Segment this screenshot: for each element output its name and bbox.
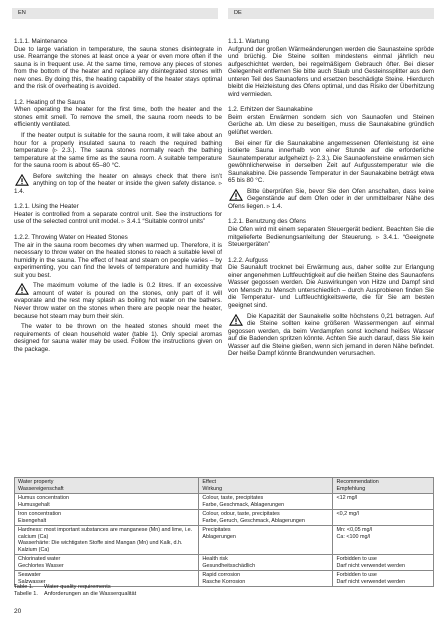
warning-aufguss	[228, 313, 434, 358]
table-header-row	[15, 478, 434, 494]
warning-triangle-icon	[228, 189, 244, 201]
page-number: 20	[14, 608, 22, 615]
section-title-maintenance: 1.1.1. Maintenance	[14, 38, 68, 45]
paragraph-throwing-water-2: The water to be thrown on the heated stones should meet the requirements of clean household water (table 1). Only special aromas designed for sauna water may be used. Follow the instructions given on the package.	[14, 323, 222, 353]
table-cell: <0,2 mg/l	[333, 510, 434, 526]
table-cell: Colour, taste, precipitates Farbe, Geschmack, Ablagerungen	[199, 494, 333, 510]
warning-throwing-water-text: The maximum volume of the ladle is 0.2 litres. If an excessive amount of water is poured on the stones, only part of it will evaporate and the rest may splash as boiling hot water on the bathers. Never throw water on the stones when there are people near the heater, because hot steam may burn their skin.	[14, 282, 222, 320]
table-cell: Seawater Salzwasser	[15, 571, 199, 587]
table-row	[15, 526, 434, 555]
table-cell: Rapid corrosion Rasche Korrosion	[199, 571, 333, 587]
paragraph-benutzung: Die Ofen wird mit einem separaten Steuergerät bedient. Beachten Sie die mitgelieferte Bedienungsanleitung der Steuerung. ▹ 3.4.1. “Geeignete Steuergeräten”	[228, 226, 434, 249]
water-quality-table	[14, 477, 434, 587]
table-cell: Hardness: most important substances are manganese (Mn) and lime, i.e. calcium (Ca) Wasserhärte: Die wichtigsten Stoffe sind Mangan (Mn) und Kalk, d.h. Kalzium (Ca)	[15, 526, 199, 555]
paragraph-using-heater: Heater is controlled from a separate control unit. See the instructions for use of the selected control unit model. ▹ 3.4.1 “Suitable control units”	[14, 210, 222, 226]
german-column	[228, 38, 434, 361]
warning-triangle-icon	[14, 283, 30, 295]
table-row	[15, 494, 434, 510]
warning-throwing-water	[14, 282, 222, 320]
language-label-de: DE	[228, 8, 434, 19]
warning-heating-text: Before switching the heater on always check that there isn’t anything on top of the heater or inside the given safety distance. ▹ 1.4.	[14, 172, 222, 195]
paragraph-throwing-water-1: The air in the sauna room becomes dry when warmed up. Therefore, it is necessary to throw water on the heated stones to reach a suitable level of humidity in the sauna. The effect of heat and steam on people varies – by experimenting, you can find the levels of temperature and humidity that suit you best.	[14, 241, 222, 279]
paragraph-maintenance: Due to large variation in temperature, the sauna stones disintegrate in use. Rearrange the stones at least once a year or even more often if the sauna is in frequent use. At the same time, remove any pieces of stones from the bottom of the heater and replace any disintegrated stones with new ones. By doing this, the heating capability of the heater stays optimal and the risk of overheating is avoided.	[14, 45, 222, 91]
warning-erhitzen-text: Bitte überprüfen Sie, bevor Sie den Ofen anschalten, dass keine Gegenstände auf dem Ofen oder in der unmittelbarer Nähe des Ofens liegen. ▹ 1.4.	[228, 187, 434, 210]
table-cell: Iron concentration Eisengehalt	[15, 510, 199, 526]
section-title-heating: 1.2. Heating of the Sauna	[14, 98, 86, 106]
section-title-erhitzen: 1.2. Erhitzen der Saunakabine	[228, 106, 313, 114]
table-cell: Forbidden to use Darf nicht verwendet werden	[333, 555, 434, 571]
paragraph-heating-2: If the heater output is suitable for the sauna room, it will take about an hour for a properly insulated sauna to reach the required bathing temperature (▹ 2.3.). The sauna stones normally reach the bathing temperature at the same time as the sauna room. A suitable temperature for the sauna room is about 65–80 °C.	[14, 132, 222, 170]
paragraph-erhitzen-2: Bei einer für die Saunakabine angemessenen Ofenleistung ist eine isolierte Sauna innerhalb von einer Stunde auf die erforderliche Saunatemperatur aufgeheizt (▹ 2.3.). Die Saunaofensteine erwärmen sich gewöhnlicherweise in derselben Zeit auf Aufgusstemperatur wie die Saunakabine. Die passende Temperatur in der Saunakabine beträgt etwa 65 bis 80 °C.	[228, 139, 434, 185]
table-row	[15, 555, 434, 571]
caption-de	[14, 591, 136, 598]
caption-en-number: Table 1.	[14, 584, 34, 590]
warning-triangle-icon	[228, 314, 244, 326]
paragraph-heating-1: When operating the heater for the first time, both the heater and the stones emit smell. To remove the smell, the sauna room needs to be efficiently ventilated.	[14, 106, 222, 129]
table-row	[15, 510, 434, 526]
table-cell: Humus concentration Humusgehalt	[15, 494, 199, 510]
table-cell: Health risk Gesundheitsschädlich	[199, 555, 333, 571]
table-cell: Precipitates Ablagerungen	[199, 526, 333, 555]
table-cell: Mn: <0,05 mg/l Ca: <100 mg/l	[333, 526, 434, 555]
caption-en	[14, 584, 136, 591]
language-label-en: EN	[12, 8, 218, 19]
table-cell: Forbidden to use Darf nicht verwendet werden	[333, 571, 434, 587]
warning-triangle-icon	[14, 174, 30, 186]
table-cell: Colour, odour, taste, precipitates Farbe, Geruch, Geschmack, Ablagerungen	[199, 510, 333, 526]
section-title-benutzung: 1.2.1. Benutzung des Ofens	[228, 218, 307, 226]
section-title-using-heater: 1.2.1. Using the Heater	[14, 203, 79, 211]
section-title-aufguss: 1.2.2. Aufguss	[228, 256, 268, 264]
warning-heating	[14, 173, 222, 196]
caption-de-number: Tabelle 1.	[14, 591, 38, 597]
section-title-throwing-water: 1.2.2. Throwing Water on Heated Stones	[14, 234, 128, 242]
caption-en-text: Water quality requirements	[44, 584, 111, 590]
paragraph-wartung: Aufgrund der großen Wärmeänderungen werden die Saunasteine spröde und brüchig. Die Steine sollten mindestens einmal jährlich neu aufgeschichtet werden, bei regelmäßigem Gebrauch öfter. Bei dieser Gelegenheit entfernen Sie bitte auch Staub und Gesteinssplitter aus dem unteren Teil des Saunaofens und ersetzen beschädigte Steine. Hierdurch bleibt die Heizleistung des Ofens optimal, und das Risiko der Überhitzung wird vermieden.	[228, 45, 434, 98]
table-caption	[14, 584, 136, 598]
section-title-wartung: 1.1.1. Wartung	[228, 38, 270, 45]
table-header-cell: Recommendation Empfehlung	[333, 478, 434, 494]
warning-aufguss-text: Die Kapazität der Saunakelle sollte höchstens 0,21 betragen. Auf die Steine sollten keine größeren Wassermengen auf einmal gegossen werden, da beim Verdampfen sonst kochend heißes Wasser auf die Badenden spritzen könnte. Achten Sie auch darauf, dass Sie kein Wasser auf die Steine gießen, wenn sich jemand in deren Nähe befindet. Der heiße Dampf könnte Brandwunden verursachen.	[228, 312, 434, 358]
table-header-cell: Effect Wirkung	[199, 478, 333, 494]
paragraph-aufguss-1: Die Saunaluft trocknet bei Erwärmung aus, daher sollte zur Erlangung einer angenehmen Luftfeuchtigkeit auf die heißen Steine des Saunaofens Wasser gegossen werden. Die Auswirkungen von Hitze und Dampf sind von Mensch zu Mensch unterschiedlich – durch Ausprobieren finden Sie die Temperatur- und Luftfeuchtigkeitswerte, die für Sie am besten geeignet sind.	[228, 264, 434, 309]
table-cell: <12 mg/l	[333, 494, 434, 510]
caption-de-text: Anforderungen an die Wasserqualität	[44, 591, 137, 597]
table-header-cell: Water property Wassereigenschaft	[15, 478, 199, 494]
paragraph-erhitzen-1: Beim ersten Erwärmen sondern sich von Saunaofen und Steinen Gerüche ab. Um diese zu beseitigen, muss die Saunakabine gründlich gelüftet werden.	[228, 113, 434, 137]
english-column	[14, 38, 222, 356]
table-cell: Chlorinated water Gechlortes Wasser	[15, 555, 199, 571]
warning-erhitzen	[228, 188, 434, 211]
